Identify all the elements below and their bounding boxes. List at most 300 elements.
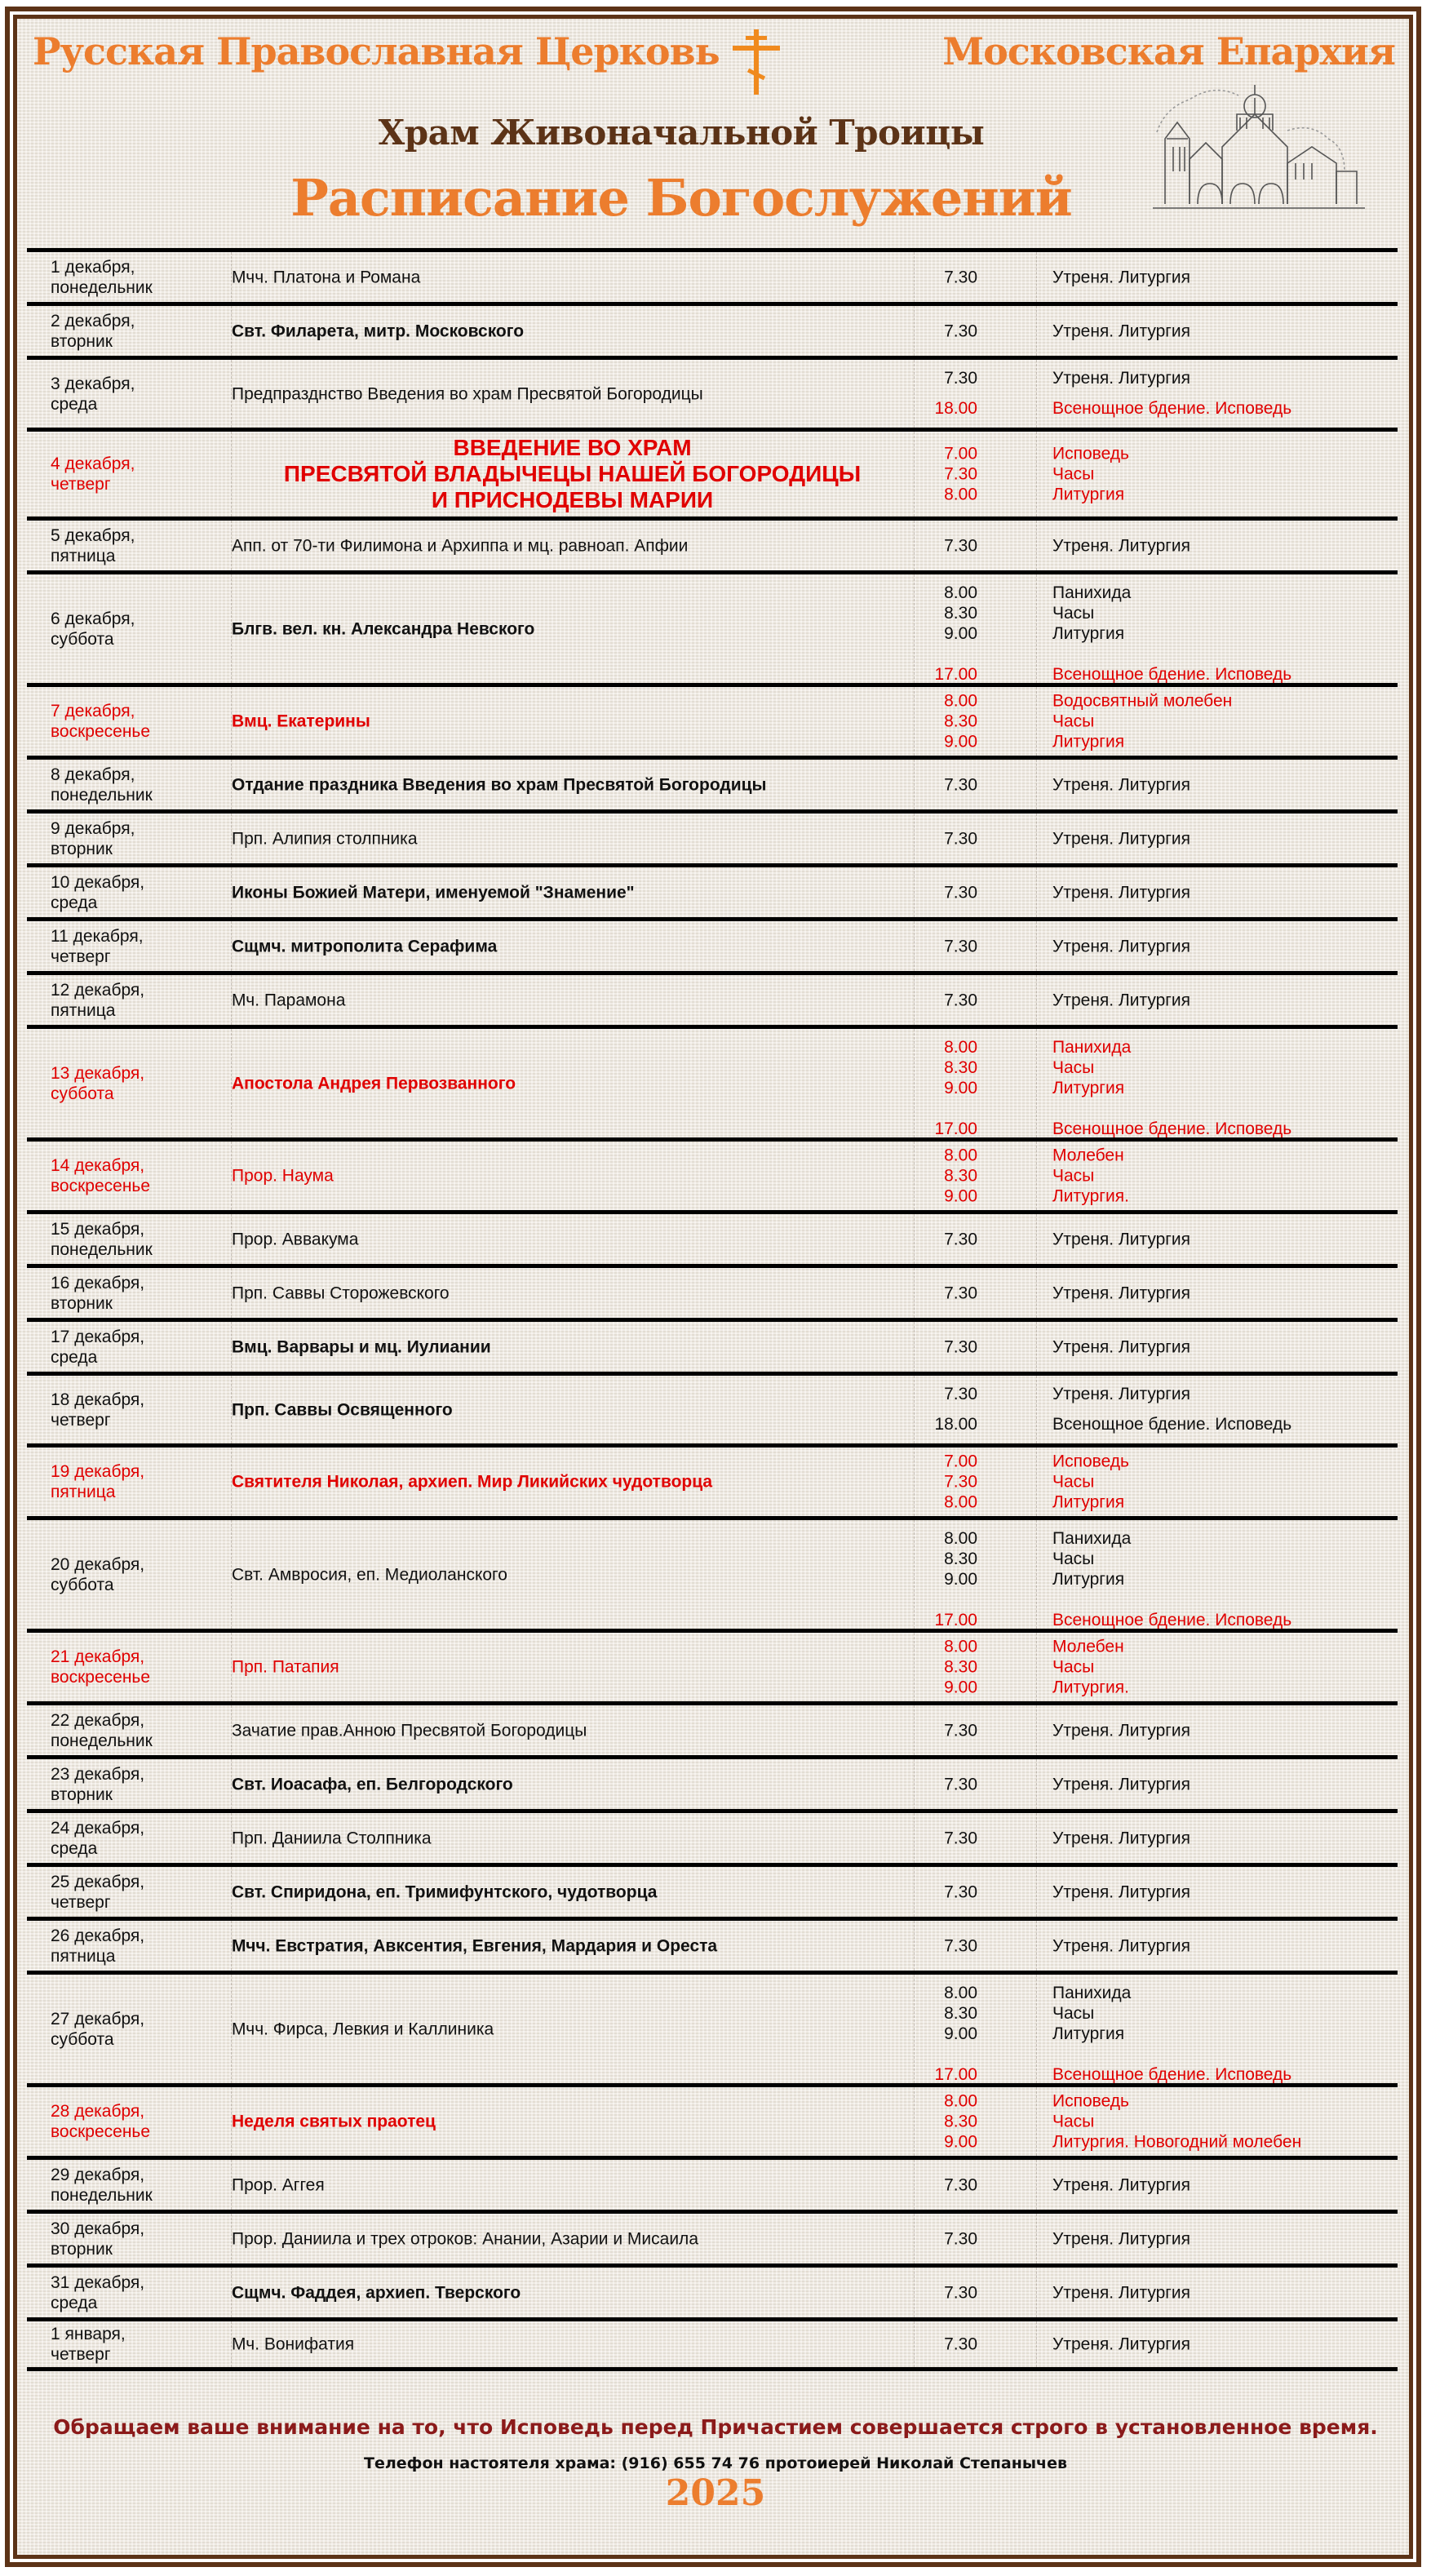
service-entry: [914, 2003, 1398, 2024]
service-time: 7.30: [944, 321, 977, 340]
schedule-row: [27, 302, 1398, 356]
service-time: 8.30: [944, 1058, 977, 1077]
service-time: 8.00: [944, 1038, 977, 1057]
schedule-row: [27, 1372, 1398, 1443]
schedule-row: [27, 863, 1398, 917]
orthodox-cross-icon: [731, 29, 782, 96]
service-time: 7.30: [944, 775, 977, 794]
row-services: [914, 1935, 1398, 1956]
row-feast: Свт. Иоасафа, еп. Белгородского: [232, 1775, 513, 1793]
service-name: Утреня. Литургия: [1052, 2334, 1191, 2354]
service-name: Литургия. Новогодний молебен: [1052, 2132, 1302, 2152]
date-day: 17 декабря,: [51, 1327, 145, 1346]
row-date: [51, 980, 144, 1021]
row-feast: Вмц. Варвары и мц. Иулиании: [232, 1337, 491, 1356]
service-name: Всенощное бдение. Исповедь: [1052, 665, 1292, 684]
date-weekday: пятница: [51, 1483, 116, 1501]
service-time: 17.00: [934, 665, 977, 684]
date-weekday: вторник: [51, 2239, 113, 2259]
service-entry: [914, 485, 1398, 505]
schedule-table: [27, 248, 1398, 2371]
date-day: 9 декабря,: [51, 818, 135, 838]
service-entry: [914, 321, 1398, 341]
service-entry: [914, 1166, 1398, 1186]
service-name: Утреня. Литургия: [1052, 937, 1191, 955]
service-entry: [914, 2091, 1398, 2112]
schedule-row: [27, 1516, 1398, 1629]
row-services: [914, 583, 1398, 684]
row-date: [51, 1390, 144, 1430]
service-entry: [914, 1828, 1398, 1848]
row-date: [51, 1872, 144, 1913]
row-feast: Прор. Даниила и трех отроков: Анании, Азарии и Мисаила: [232, 2229, 698, 2248]
service-name: Литургия: [1052, 1079, 1125, 1097]
service-entry: [914, 2334, 1398, 2355]
row-date: [51, 765, 153, 805]
row-services: [914, 774, 1398, 795]
service-time: 7.30: [944, 1472, 977, 1492]
row-feast: Вмц. Екатерины: [232, 712, 370, 731]
service-name: Утреня. Литургия: [1052, 1284, 1191, 1302]
schedule-row: [27, 1137, 1398, 1210]
service-entry: [914, 1657, 1398, 1678]
date-weekday: вторник: [51, 1785, 113, 1804]
service-name: Всенощное бдение. Исповедь: [1052, 1415, 1292, 1434]
schedule-row: [27, 683, 1398, 756]
service-name: Утреня. Литургия: [1052, 1936, 1191, 1955]
service-entry: [914, 828, 1398, 849]
row-date: [51, 1063, 144, 1104]
service-name: Молебен: [1052, 1637, 1124, 1656]
schedule-row: [27, 1863, 1398, 1917]
date-day: 6 декабря,: [51, 609, 135, 628]
service-entry: [914, 664, 1398, 685]
service-name: Часы: [1052, 464, 1095, 484]
service-entry: [914, 1774, 1398, 1794]
service-entry: [914, 1678, 1398, 1698]
service-name: Панихида: [1052, 1529, 1132, 1548]
row-date: [51, 454, 135, 494]
row-feast: Прор. Наума: [232, 1166, 334, 1186]
service-name: Утреня. Литургия: [1052, 1829, 1191, 1847]
row-services: [914, 828, 1398, 849]
row-feast: Мчч. Платона и Романа: [232, 268, 421, 286]
row-date: [51, 2219, 144, 2259]
row-services: [914, 267, 1398, 287]
schedule-row: [27, 1755, 1398, 1809]
date-day: 3 декабря,: [51, 374, 135, 393]
row-services: [914, 882, 1398, 902]
date-day: 2 декабря,: [51, 311, 135, 330]
service-name: Утреня. Литургия: [1052, 883, 1191, 902]
service-name: Исповедь: [1052, 2091, 1129, 2111]
row-date: [51, 1554, 144, 1595]
schedule-row: [27, 971, 1398, 1025]
date-day: 20 декабря,: [51, 1554, 145, 1574]
service-spacer: [914, 644, 1398, 664]
service-name: Молебен: [1052, 1146, 1124, 1165]
service-entry: [914, 398, 1398, 419]
row-services: [914, 1528, 1398, 1629]
row-services: [914, 1720, 1398, 1740]
service-time: 7.30: [944, 1936, 977, 1955]
service-time: 7.30: [944, 937, 977, 955]
date-weekday: четверг: [51, 1410, 111, 1430]
service-entry: [914, 1720, 1398, 1740]
service-name: Утреня. Литургия: [1052, 1337, 1191, 1356]
row-feast: Апостола Андрея Первозванного: [232, 1074, 516, 1093]
row-feast: Зачатие прав.Анною Пресвятой Богородицы: [232, 1721, 587, 1740]
service-time: 8.30: [944, 2112, 977, 2131]
row-feast: Свт. Амвросия, еп. Медиоланского: [232, 1565, 507, 1584]
service-name: Утреня. Литургия: [1052, 321, 1191, 340]
row-services: [914, 1229, 1398, 1249]
service-time: 7.30: [944, 2175, 977, 2194]
date-weekday: воскресенье: [51, 722, 151, 741]
service-time: 7.30: [944, 2229, 977, 2248]
row-services: [914, 2282, 1398, 2303]
service-time: 8.30: [944, 712, 977, 731]
service-name: Водосвятный молебен: [1052, 691, 1233, 711]
service-spacer: [914, 1589, 1398, 1610]
schedule-row: [27, 2317, 1398, 2371]
service-entry: [914, 1637, 1398, 1657]
service-time: 7.30: [944, 1385, 977, 1403]
row-services: [914, 1337, 1398, 1357]
schedule-row: [27, 1701, 1398, 1755]
date-day: 22 декабря,: [51, 1710, 145, 1730]
service-entry: [914, 1610, 1398, 1630]
service-entry: [914, 2282, 1398, 2303]
row-feast: Предпразднство Введения во храм Пресвятой Богородицы: [232, 384, 703, 403]
row-services: [914, 368, 1398, 419]
date-weekday: среда: [51, 2293, 98, 2312]
service-entry: [914, 368, 1398, 388]
service-name: Утреня. Литургия: [1052, 268, 1191, 286]
service-entry: [914, 444, 1398, 464]
date-day: 29 декабря,: [51, 2165, 145, 2184]
service-entry: [914, 1119, 1398, 1139]
service-name: Исповедь: [1052, 444, 1129, 463]
service-name: Утреня. Литургия: [1052, 536, 1191, 555]
row-feast: Сщмч. Фаддея, архиеп. Тверского: [232, 2283, 521, 2302]
row-services: [914, 535, 1398, 556]
date-day: 4 декабря,: [51, 454, 135, 473]
service-name: Всенощное бдение. Исповедь: [1052, 399, 1292, 418]
date-weekday: понедельник: [51, 1239, 153, 1259]
service-entry: [914, 2024, 1398, 2044]
service-time: 7.30: [944, 2283, 977, 2302]
row-services: [914, 691, 1398, 752]
service-entry: [914, 1057, 1398, 1078]
row-date: [51, 1461, 144, 1502]
date-weekday: пятница: [51, 1946, 116, 1966]
date-weekday: вторник: [51, 839, 113, 858]
schedule-row: [27, 1025, 1398, 1137]
row-date: [51, 1926, 144, 1966]
service-time: 7.30: [944, 991, 977, 1009]
service-time: 17.00: [934, 1611, 977, 1629]
service-entry: [914, 1146, 1398, 1166]
row-feast: Мчч. Фирса, Левкия и Каллиника: [232, 2020, 494, 2038]
service-entry: [914, 2064, 1398, 2085]
schedule-row: [27, 2263, 1398, 2317]
service-entry: [914, 1528, 1398, 1549]
row-services: [914, 2334, 1398, 2355]
service-name: Часы: [1052, 1166, 1095, 1186]
service-name: Литургия: [1052, 1492, 1125, 1512]
service-time: 8.00: [944, 1146, 977, 1165]
row-feast: Прор. Аггея: [232, 2175, 325, 2194]
service-entry: [914, 1882, 1398, 1902]
service-time: 8.30: [944, 1657, 977, 1677]
service-name: Утреня. Литургия: [1052, 1882, 1191, 1901]
service-name: Часы: [1052, 1550, 1095, 1568]
row-services: [914, 1384, 1398, 1435]
row-date: [51, 374, 135, 415]
service-name: Всенощное бдение. Исповедь: [1052, 1120, 1292, 1138]
row-services: [914, 1882, 1398, 1902]
date-weekday: четверг: [51, 475, 111, 494]
date-day: 12 декабря,: [51, 980, 145, 1000]
date-weekday: вторник: [51, 1293, 113, 1313]
service-name: Часы: [1052, 604, 1095, 623]
row-services: [914, 1037, 1398, 1138]
header-left-title: Русская Православная Церковь: [33, 29, 720, 73]
row-feast: Отдание праздника Введения во храм Пресвятой Богородицы: [232, 775, 767, 794]
row-date: [51, 311, 135, 352]
schedule-row: [27, 917, 1398, 971]
service-entry: [914, 2132, 1398, 2153]
service-entry: [914, 712, 1398, 732]
service-name: Исповедь: [1052, 1452, 1129, 1471]
row-date: [51, 1219, 153, 1260]
service-time: 18.00: [934, 399, 977, 418]
service-entry: [914, 1452, 1398, 1472]
service-time: 9.00: [944, 624, 977, 643]
date-day: 5 декабря,: [51, 525, 135, 545]
service-time: 7.30: [944, 1230, 977, 1248]
service-name: Утреня. Литургия: [1052, 2175, 1191, 2194]
service-time: 8.00: [944, 691, 977, 711]
row-feast: Сщмч. митрополита Серафима: [232, 937, 498, 955]
row-services: [914, 444, 1398, 505]
service-name: Утреня. Литургия: [1052, 775, 1191, 794]
schedule-row: [27, 2083, 1398, 2156]
date-weekday: пятница: [51, 1000, 116, 1020]
row-feast: Прп. Алипия столпника: [232, 829, 418, 848]
service-name: Утреня. Литургия: [1052, 991, 1191, 1009]
service-time: 8.00: [944, 2091, 977, 2111]
service-entry: [914, 1186, 1398, 1207]
service-time: 9.00: [944, 1079, 977, 1097]
service-time: 17.00: [934, 2065, 977, 2084]
date-weekday: воскресенье: [51, 1668, 151, 1687]
service-entry: [914, 1983, 1398, 2003]
date-weekday: суббота: [51, 629, 114, 649]
service-time: 7.30: [944, 829, 977, 848]
date-day: 14 декабря,: [51, 1156, 145, 1175]
service-time: 7.30: [944, 883, 977, 902]
row-date: [51, 2101, 150, 2142]
service-time: 7.30: [944, 1775, 977, 1793]
date-weekday: среда: [51, 893, 98, 912]
service-name: Утреня. Литургия: [1052, 1775, 1191, 1793]
schedule-row: [27, 1809, 1398, 1863]
date-day: 23 декабря,: [51, 1764, 145, 1784]
service-time: 8.00: [944, 485, 977, 504]
service-entry: [914, 2228, 1398, 2249]
service-time: 18.00: [934, 1415, 977, 1434]
row-feast: Мч. Парамона: [232, 991, 346, 1009]
service-time: 8.00: [944, 1637, 977, 1656]
service-name: Литургия: [1052, 2024, 1125, 2043]
row-feast: Прп. Даниила Столпника: [232, 1829, 432, 1847]
schedule-row: [27, 1971, 1398, 2083]
service-time: 9.00: [944, 2132, 977, 2152]
service-name: Литургия.: [1052, 1186, 1129, 1206]
row-date: [51, 1273, 144, 1314]
date-day: 7 декабря,: [51, 702, 135, 720]
church-drawing: [1149, 82, 1369, 220]
date-weekday: среда: [51, 394, 98, 414]
date-weekday: четверг: [51, 2345, 111, 2364]
row-date: [51, 1155, 150, 1196]
row-services: [914, 990, 1398, 1010]
row-date: [51, 872, 144, 913]
service-time: 8.00: [944, 1984, 977, 2002]
service-entry: [914, 691, 1398, 712]
service-time: 9.00: [944, 1678, 977, 1697]
date-weekday: понедельник: [51, 2185, 153, 2205]
service-name: Утреня. Литургия: [1052, 1230, 1191, 1248]
service-time: 7.30: [944, 268, 977, 286]
service-entry: [914, 1037, 1398, 1057]
row-feast: Прп. Патапия: [232, 1657, 339, 1677]
service-time: 7.30: [944, 536, 977, 555]
date-weekday: четверг: [51, 947, 111, 966]
date-day: 18 декабря,: [51, 1390, 145, 1409]
date-day: 10 декабря,: [51, 872, 145, 892]
date-day: 8 декабря,: [51, 765, 135, 784]
service-name: Панихида: [1052, 1038, 1132, 1057]
date-day: 19 декабря,: [51, 1462, 145, 1481]
service-name: Литургия: [1052, 485, 1125, 504]
date-weekday: вторник: [51, 331, 113, 351]
date-day: 30 декабря,: [51, 2219, 145, 2238]
row-services: [914, 1146, 1398, 1207]
service-entry: [914, 1337, 1398, 1357]
service-time: 8.00: [944, 1529, 977, 1548]
service-entry: [914, 583, 1398, 603]
service-name: Часы: [1052, 1058, 1095, 1077]
schedule-row: [27, 356, 1398, 428]
date-weekday: среда: [51, 1838, 98, 1858]
row-date: [51, 1710, 153, 1751]
schedule-row: [27, 2156, 1398, 2210]
service-entry: [914, 1283, 1398, 1303]
row-date: [51, 1647, 150, 1687]
service-entry: [914, 1229, 1398, 1249]
service-time: 7.30: [944, 1829, 977, 1847]
date-weekday: понедельник: [51, 277, 153, 297]
schedule-row: [27, 1318, 1398, 1372]
schedule-row: [27, 248, 1398, 302]
schedule-row: [27, 809, 1398, 863]
service-time: 7.00: [944, 1452, 977, 1471]
row-feast: Неделя святых праотец: [232, 2112, 436, 2131]
service-name: Всенощное бдение. Исповедь: [1052, 1611, 1292, 1629]
service-name: Литургия: [1052, 1570, 1125, 1589]
date-weekday: понедельник: [51, 1731, 153, 1750]
row-services: [914, 1774, 1398, 1794]
schedule-row: [27, 2210, 1398, 2263]
service-name: Утреня. Литургия: [1052, 369, 1191, 388]
service-name: Утреня. Литургия: [1052, 829, 1191, 848]
service-entry: [914, 732, 1398, 752]
row-date: [51, 1818, 144, 1859]
date-weekday: среда: [51, 1347, 98, 1367]
date-weekday: воскресенье: [51, 1177, 151, 1195]
service-entry: [914, 1472, 1398, 1492]
service-time: 9.00: [944, 732, 977, 752]
date-day: 21 декабря,: [51, 1647, 145, 1666]
row-date: [51, 609, 135, 650]
service-entry: [914, 774, 1398, 795]
row-feast: Апп. от 70-ти Филимона и Архиппа и мц. равноап. Апфии: [232, 536, 689, 555]
service-entry: [914, 1492, 1398, 1513]
date-weekday: суббота: [51, 2029, 114, 2049]
date-day: 28 декабря,: [51, 2102, 145, 2121]
row-services: [914, 2228, 1398, 2249]
row-date: [51, 926, 144, 967]
service-entry: [914, 1935, 1398, 1956]
service-name: Панихида: [1052, 1984, 1132, 2002]
service-name: Часы: [1052, 712, 1095, 731]
row-date: [51, 525, 135, 566]
schedule-row: [27, 517, 1398, 570]
service-entry: [914, 623, 1398, 644]
service-entry: [914, 1569, 1398, 1589]
service-time: 8.00: [944, 1492, 977, 1512]
schedule-row: [27, 570, 1398, 683]
schedule-row: [27, 1264, 1398, 1318]
service-entry: [914, 2175, 1398, 2195]
service-entry: [914, 464, 1398, 485]
service-time: 8.00: [944, 583, 977, 602]
row-feast: Мч. Вонифатия: [232, 2334, 355, 2354]
row-date: [51, 1327, 144, 1368]
service-name: Утреня. Литургия: [1052, 1721, 1191, 1740]
date-day: 13 декабря,: [51, 1063, 145, 1083]
row-feast: [231, 435, 914, 513]
date-day: 1 декабря,: [51, 257, 135, 277]
service-time: 8.30: [944, 1166, 977, 1186]
schedule-row: [27, 756, 1398, 809]
date-day: 25 декабря,: [51, 1872, 145, 1891]
date-weekday: суббота: [51, 1084, 114, 1103]
schedule-row: [27, 1443, 1398, 1516]
service-name: Литургия.: [1052, 1678, 1129, 1697]
service-spacer: [914, 2044, 1398, 2064]
row-date: [51, 701, 150, 742]
service-time: 9.00: [944, 1570, 977, 1589]
service-name: Утреня. Литургия: [1052, 2229, 1191, 2248]
service-time: 9.00: [944, 2024, 977, 2043]
row-services: [914, 1637, 1398, 1698]
row-feast: Прор. Аввакума: [232, 1230, 359, 1248]
service-spacer: [914, 1098, 1398, 1119]
